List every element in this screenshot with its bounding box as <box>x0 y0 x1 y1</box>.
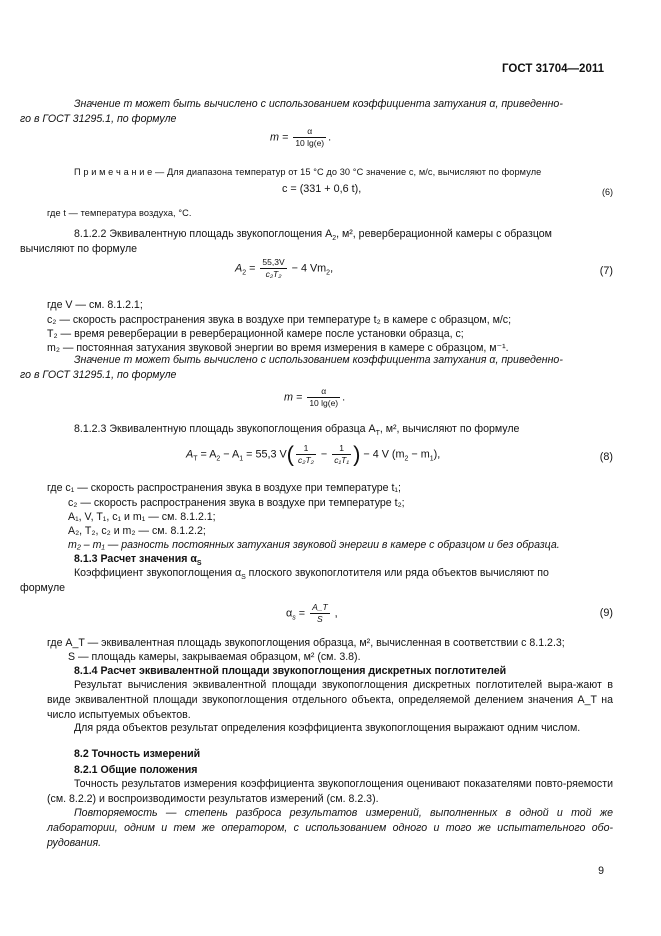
note <box>74 165 541 180</box>
formula-lhs: m = <box>270 131 292 144</box>
text-fragment: плоского звукопоглотителя или ряда объектов вычисляют по <box>245 567 549 579</box>
page-number: 9 <box>598 865 604 877</box>
fraction <box>260 257 286 280</box>
text-fragment: вычисляют по формуле <box>20 243 138 255</box>
definition-item: A₂, T₂, c₂ и m₂ — см. 8.1.2.2; <box>68 525 206 537</box>
paragraph-8-2-1b: Повторяемость — степень разброса результатов измерений, выполненных в одной и той же лаборатории, одним и тем же оператором, с использованием одного и того же испытательного обо-рудования. <box>47 807 613 849</box>
text-fragment: го в ГОСТ 31295.1, по формуле <box>20 113 177 125</box>
equation-number: (8) <box>599 451 613 463</box>
section-title: 8.1.3 Расчет значения <box>74 553 191 565</box>
formula-8 <box>186 443 440 466</box>
definition-item: S — площадь камеры, закрываемая образцом, м² (см. 3.8). <box>68 651 361 663</box>
fraction-numerator: 55,3V <box>262 257 285 267</box>
formula-part: − 4 V (m <box>360 448 405 461</box>
formula-9 <box>286 602 338 625</box>
alpha-symbol: α <box>234 567 242 579</box>
fraction <box>296 443 316 466</box>
document-header: ГОСТ 31704—2011 <box>502 63 604 75</box>
text-fragment: 8.1.2.3 Эквивалентную площадь звукопоглощения образца A <box>74 423 376 435</box>
paragraph-m-calculation <box>20 97 613 127</box>
subscript: T <box>375 430 380 438</box>
text-fragment: го в ГОСТ 31295.1, по формуле <box>20 369 177 381</box>
formula-tail: . <box>342 391 346 404</box>
text-fragment: Коэффициент звукопоглощения <box>74 567 235 579</box>
alpha-symbol: α <box>489 354 496 366</box>
fraction-numerator: 1 <box>332 443 351 455</box>
text-fragment: Значение m может быть вычислено с использованием коэффициента затухания <box>74 354 490 366</box>
section-8-2-title: 8.2 Точность измерений <box>74 748 201 760</box>
formula-part: − A <box>220 448 240 461</box>
alpha-symbol: α <box>190 553 197 565</box>
fraction <box>293 126 326 149</box>
definition-item: c₂ — скорость распространения звука в воздухе при температуре t₂; <box>68 497 405 509</box>
subscript: 1 <box>429 455 434 463</box>
text-fragment: , м², реверберационной камеры с образцом <box>336 228 552 240</box>
definition-item: m₂ — постоянная затухания звуковой энергии во время измерения в камере с образцом, м⁻¹. <box>47 342 509 354</box>
definition-item: m₂ – m₁ — разность постоянных затухания звуковой энергии в камере с образцом и без образца. <box>68 539 560 551</box>
formula-lhs: A <box>235 262 243 275</box>
note-text: — Для диапазона температур от 15 °С до 30 °С значение c, м/с, вычисляют по формуле <box>152 167 542 177</box>
subscript: 1 <box>239 455 244 463</box>
text-fragment: , м², вычисляют по формуле <box>379 423 520 435</box>
formula-6: c = (331 + 0,6 t), <box>282 183 362 195</box>
formula-lhs: A <box>186 448 194 461</box>
note-label: П р и м е ч а н и е <box>74 167 153 177</box>
formula-tail: . <box>328 131 332 144</box>
fraction-denominator: 10 lg(e) <box>295 138 325 148</box>
paragraph-8-2-1a: Точность результатов измерения коэффициента звукопоглощения оценивают показателями повто-ряемости (см. 8.2.2) и воспроизводимости результатов измерений (см. 8.2.3). <box>47 778 613 805</box>
section-8-2-1-title: 8.2.1 Общие положения <box>74 764 198 776</box>
subscript: S <box>241 574 246 582</box>
formula-7 <box>235 257 333 280</box>
text-fragment: , приведенно- <box>495 98 563 110</box>
subscript: 2 <box>242 269 247 277</box>
fraction-numerator: α <box>307 386 340 398</box>
formula-m-2 <box>284 386 345 409</box>
paragraph-8-1-4b: Для ряда объектов результат определения коэффициента звукопоглощения выражают одним числом. <box>74 722 581 734</box>
formula-m <box>270 126 331 149</box>
fraction <box>307 386 340 409</box>
definition-item: A₁, V, T₁, c₁ и m₁ — см. 8.1.2.1; <box>68 511 216 523</box>
left-paren: ( <box>286 441 294 467</box>
section-8-1-2-2 <box>20 227 613 257</box>
equation-number: (9) <box>599 607 613 619</box>
subscript: 2 <box>404 455 409 463</box>
alpha-symbol: α <box>489 98 496 110</box>
section-8-1-2-3 <box>47 422 613 437</box>
fraction-denominator: c₂T₂ <box>298 455 314 465</box>
right-paren: ) <box>353 441 361 467</box>
text-fragment: 8.1.2.2 Эквивалентную площадь звукопоглощения A <box>74 228 333 240</box>
definition-item: T₂ — время реверберации в реверберационной камере после установки образца, с; <box>47 328 464 340</box>
formula-part: = A <box>197 448 217 461</box>
paragraph-8-1-3 <box>20 566 613 596</box>
text-fragment: Значение m может быть вычислено с использованием коэффициента затухания <box>74 98 490 110</box>
definition-item: где A_T — эквивалентная площадь звукопоглощения образца, м², вычисленная в соответствии с 8.1.2.3; <box>47 637 565 649</box>
fraction-denominator: 10 lg(e) <box>309 398 339 408</box>
formula-part: − m <box>408 448 430 461</box>
fraction <box>332 443 351 466</box>
formula-lhs: m = <box>284 391 306 404</box>
formula-part: − <box>317 448 331 461</box>
fraction-numerator: 1 <box>296 443 316 455</box>
formula-lhs: α <box>286 607 293 620</box>
equation-number: (7) <box>599 265 613 277</box>
subscript: S <box>196 560 202 568</box>
paragraph-m-calculation-2 <box>20 353 613 383</box>
section-8-1-4-title: 8.1.4 Расчет эквивалентной площади звукопоглощения дискретных поглотителей <box>74 665 507 677</box>
formula-tail: , <box>331 607 338 620</box>
fraction-numerator: α <box>293 126 326 138</box>
subscript: T <box>193 455 198 463</box>
subscript: 2 <box>326 269 331 277</box>
equals: = <box>295 607 309 620</box>
text-fragment: формуле <box>20 582 66 594</box>
definition-item: где c₁ — скорость распространения звука в воздухе при температуре t₁; <box>47 482 401 494</box>
fraction-denominator: S <box>317 614 323 624</box>
section-8-1-3-title <box>74 552 202 567</box>
equation-number: (6) <box>602 187 613 197</box>
fraction-denominator: c₁T₁ <box>334 455 350 465</box>
definition-item: c₂ — скорость распространения звука в воздухе при температуре t₂ в камере с образцом, м/с; <box>47 314 512 326</box>
equals: = <box>246 262 259 275</box>
where-clause-6: где t — температура воздуха, °С. <box>47 208 192 218</box>
formula-end: , <box>330 262 334 275</box>
formula-end: ), <box>433 448 441 461</box>
subscript: 2 <box>216 455 221 463</box>
paragraph-8-1-4a: Результат вычисления эквивалентной площади звукопоглощения дискретных поглотителей выра-жают в виде эквивалентной площади звукопоглощения отдельного объекта, определяемой делением значения A_T на число испытуемых объектов. <box>47 679 613 721</box>
fraction <box>310 602 330 625</box>
definition-item: где V — см. 8.1.2.1; <box>47 299 143 311</box>
fraction-denominator: c₂T₂ <box>265 269 282 279</box>
subscript: 2 <box>332 235 337 243</box>
fraction-numerator: A_T <box>312 602 328 612</box>
formula-tail: − 4 Vm <box>288 262 327 275</box>
formula-part: = 55,3 V <box>243 448 287 461</box>
subscript: s <box>292 614 296 622</box>
text-fragment: , приведенно- <box>495 354 563 366</box>
